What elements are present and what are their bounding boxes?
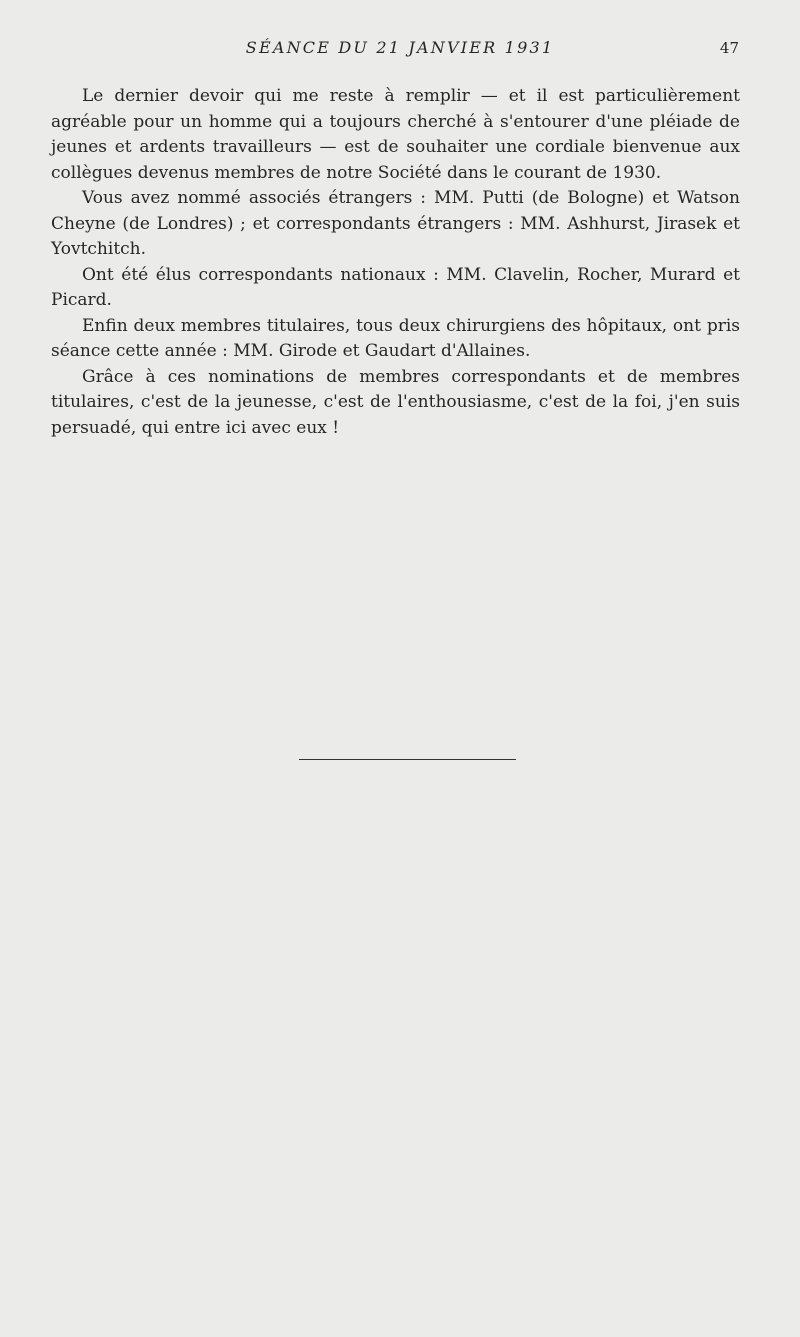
section-end-rule: [299, 759, 516, 760]
paragraph: Enfin deux membres titulaires, tous deux chirurgiens des hôpitaux, ont pris séance cette année : MM. Girode et Gaudart d'Allaines.: [51, 315, 740, 361]
paragraph: Vous avez nommé associés étrangers : MM. Putti (de Bologne) et Watson Cheyne (de Londres) ; et correspondants étrangers : MM. Ashhurst, Jirasek et Yovtchitch.: [51, 188, 740, 259]
paragraph: Ont été élus correspondants nationaux : MM. Clavelin, Rocher, Murard et Picard.: [51, 264, 740, 310]
running-title: SÉANCE DU 21 JANVIER 1931: [245, 38, 555, 57]
body-text: [51, 84, 740, 441]
page-number: 47: [719, 39, 739, 57]
paragraph: Le dernier devoir qui me reste à remplir — et il est particulièrement agréable pour un homme qui a toujours cherché à s'entourer d'une pléiade de jeunes et ardents travailleurs — est de souhaiter une cordiale bienvenue aux collègues devenus membres de notre Société dans le courant de 1930.: [51, 86, 740, 183]
paragraph: Grâce à ces nominations de membres correspondants et de membres titulaires, c'est de la jeunesse, c'est de l'enthousiasme, c'est de la foi, j'en suis persuadé, qui entre ici avec eux !: [51, 366, 740, 438]
running-header: [0, 38, 800, 62]
